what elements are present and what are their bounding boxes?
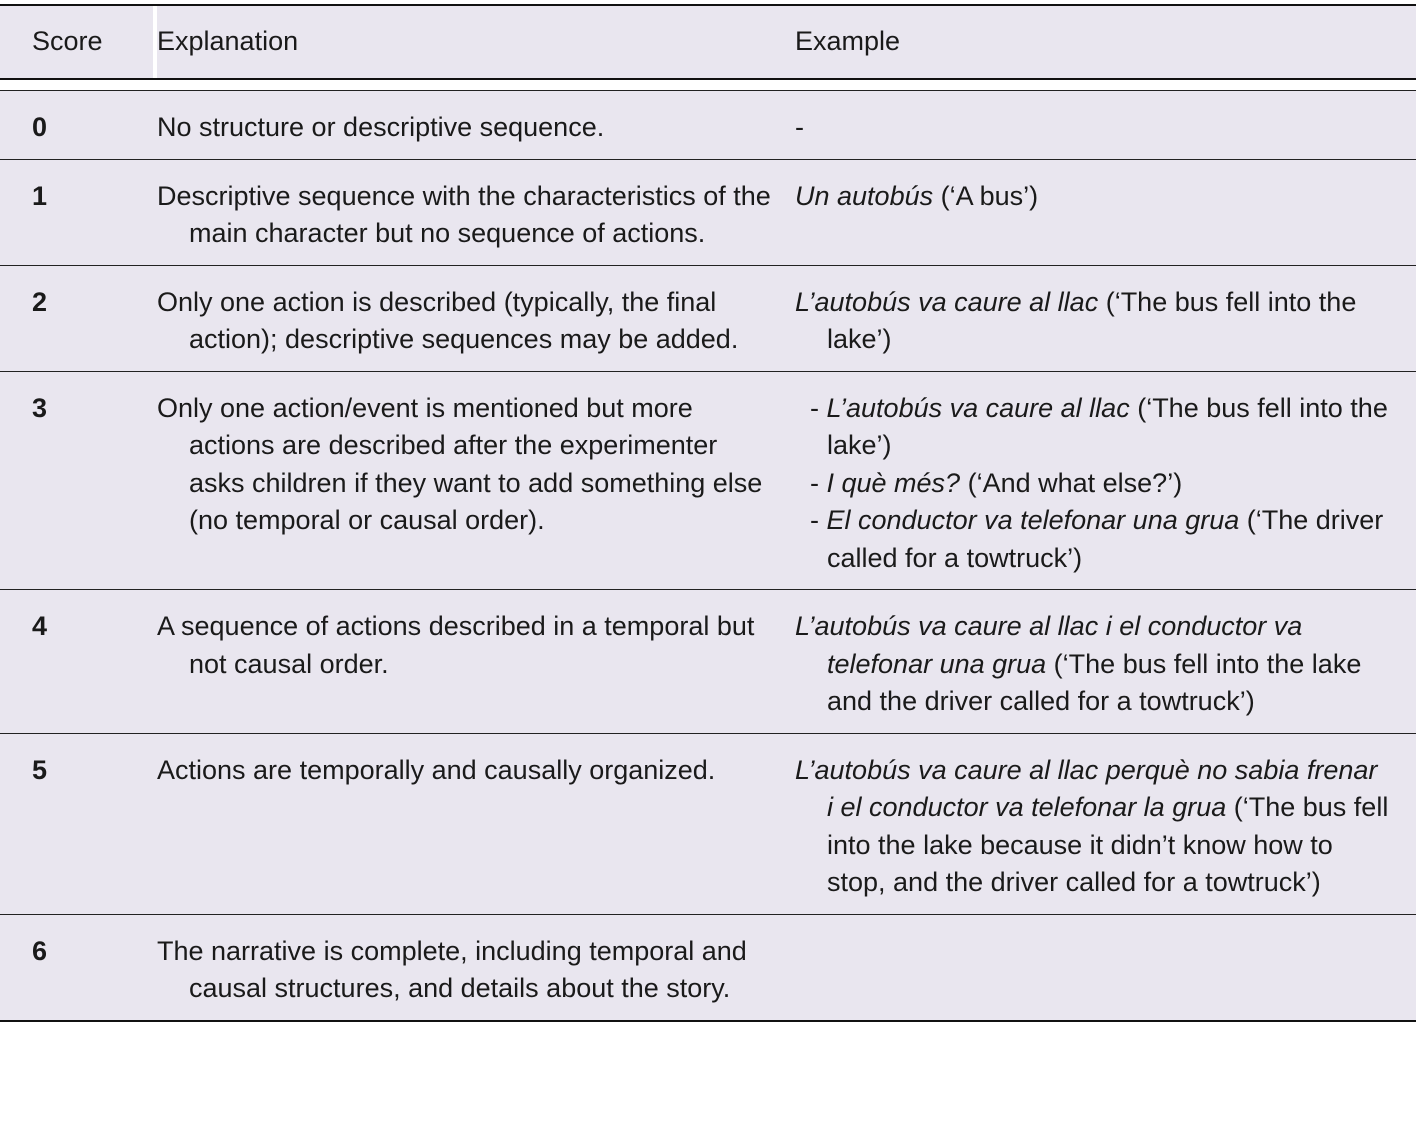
example-cell <box>795 160 1416 265</box>
score-cell: 3 <box>32 392 48 423</box>
example-line <box>795 502 1390 577</box>
example-translation: - <box>795 112 804 142</box>
example-cell <box>795 915 1416 1020</box>
example-catalan: I què més? <box>826 467 961 498</box>
example-cell <box>795 590 1416 733</box>
score-cell: 5 <box>32 754 48 785</box>
example-line <box>795 465 1390 503</box>
example-catalan: L’autobús va caure al llac perquè no sabia frenar i el conductor va telefonar la grua <box>795 754 1378 822</box>
explanation-cell: No structure or descriptive sequence. <box>157 112 605 142</box>
example-cell <box>795 266 1416 371</box>
table-row <box>0 90 1416 159</box>
table-body <box>0 90 1416 1022</box>
example-line <box>795 178 1390 216</box>
example-line <box>795 752 1390 902</box>
example-cell <box>795 91 1416 159</box>
example-translation: (‘A bus’) <box>933 180 1039 211</box>
explanation-cell: Only one action is described (typically, the final action); descriptive sequences may be added. <box>157 286 739 354</box>
example-cell <box>795 372 1416 590</box>
explanation-cell: Actions are temporally and causally organized. <box>157 754 716 785</box>
header-score: Score <box>32 26 103 57</box>
table-row <box>0 159 1416 265</box>
example-translation: (‘The bus fell into the lake’) <box>827 392 1388 460</box>
example-translation: (‘And what else?’) <box>960 467 1183 498</box>
header-example: Example <box>795 26 901 57</box>
example-catalan: El conductor va telefonar una grua <box>826 505 1240 535</box>
table-header-row <box>0 4 1416 80</box>
example-translation: (‘The bus fell into the lake because it didn’t know how to stop, and the driver called for a towtruck’) <box>827 792 1389 897</box>
score-cell: 0 <box>32 112 48 142</box>
table-row <box>0 589 1416 733</box>
example-translation: (‘The bus fell into the lake’) <box>827 286 1357 354</box>
table-row <box>0 733 1416 914</box>
explanation-cell: Descriptive sequence with the characteristics of the main character but no sequence of actions. <box>157 180 771 248</box>
example-dash: - <box>810 392 827 423</box>
header-explanation: Explanation <box>157 26 299 57</box>
example-cell <box>795 734 1416 914</box>
example-catalan: L’autobús va caure al llac <box>795 286 1099 317</box>
example-dash: - <box>810 505 827 535</box>
example-line <box>795 390 1390 465</box>
table-row <box>0 914 1416 1022</box>
header-spacer <box>0 80 1416 90</box>
example-line <box>795 109 1390 147</box>
example-line <box>795 608 1390 721</box>
score-cell: 2 <box>32 286 48 317</box>
table-row <box>0 371 1416 590</box>
example-dash: - <box>810 467 827 498</box>
example-line <box>795 284 1390 359</box>
explanation-cell: The narrative is complete, including temporal and causal structures, and details about the story. <box>157 935 747 1003</box>
score-cell: 1 <box>32 180 48 211</box>
example-catalan: Un autobús <box>795 180 934 211</box>
explanation-cell: Only one action/event is mentioned but more actions are described after the experimenter asks children if they want to add something else (no temporal or causal order). <box>157 392 763 535</box>
score-cell: 6 <box>32 935 48 966</box>
column-gap <box>153 6 157 78</box>
example-translation: (‘The driver called for a towtruck’) <box>827 505 1384 573</box>
score-cell: 4 <box>32 611 48 641</box>
explanation-cell: A sequence of actions described in a temporal but not causal order. <box>157 611 755 679</box>
example-catalan: L’autobús va caure al llac <box>826 392 1130 423</box>
example-translation: (‘The bus fell into the lake and the driver called for a towtruck’) <box>827 648 1362 716</box>
table-row <box>0 265 1416 371</box>
example-catalan: L’autobús va caure al llac i el conductor va telefonar una grua <box>795 611 1303 679</box>
